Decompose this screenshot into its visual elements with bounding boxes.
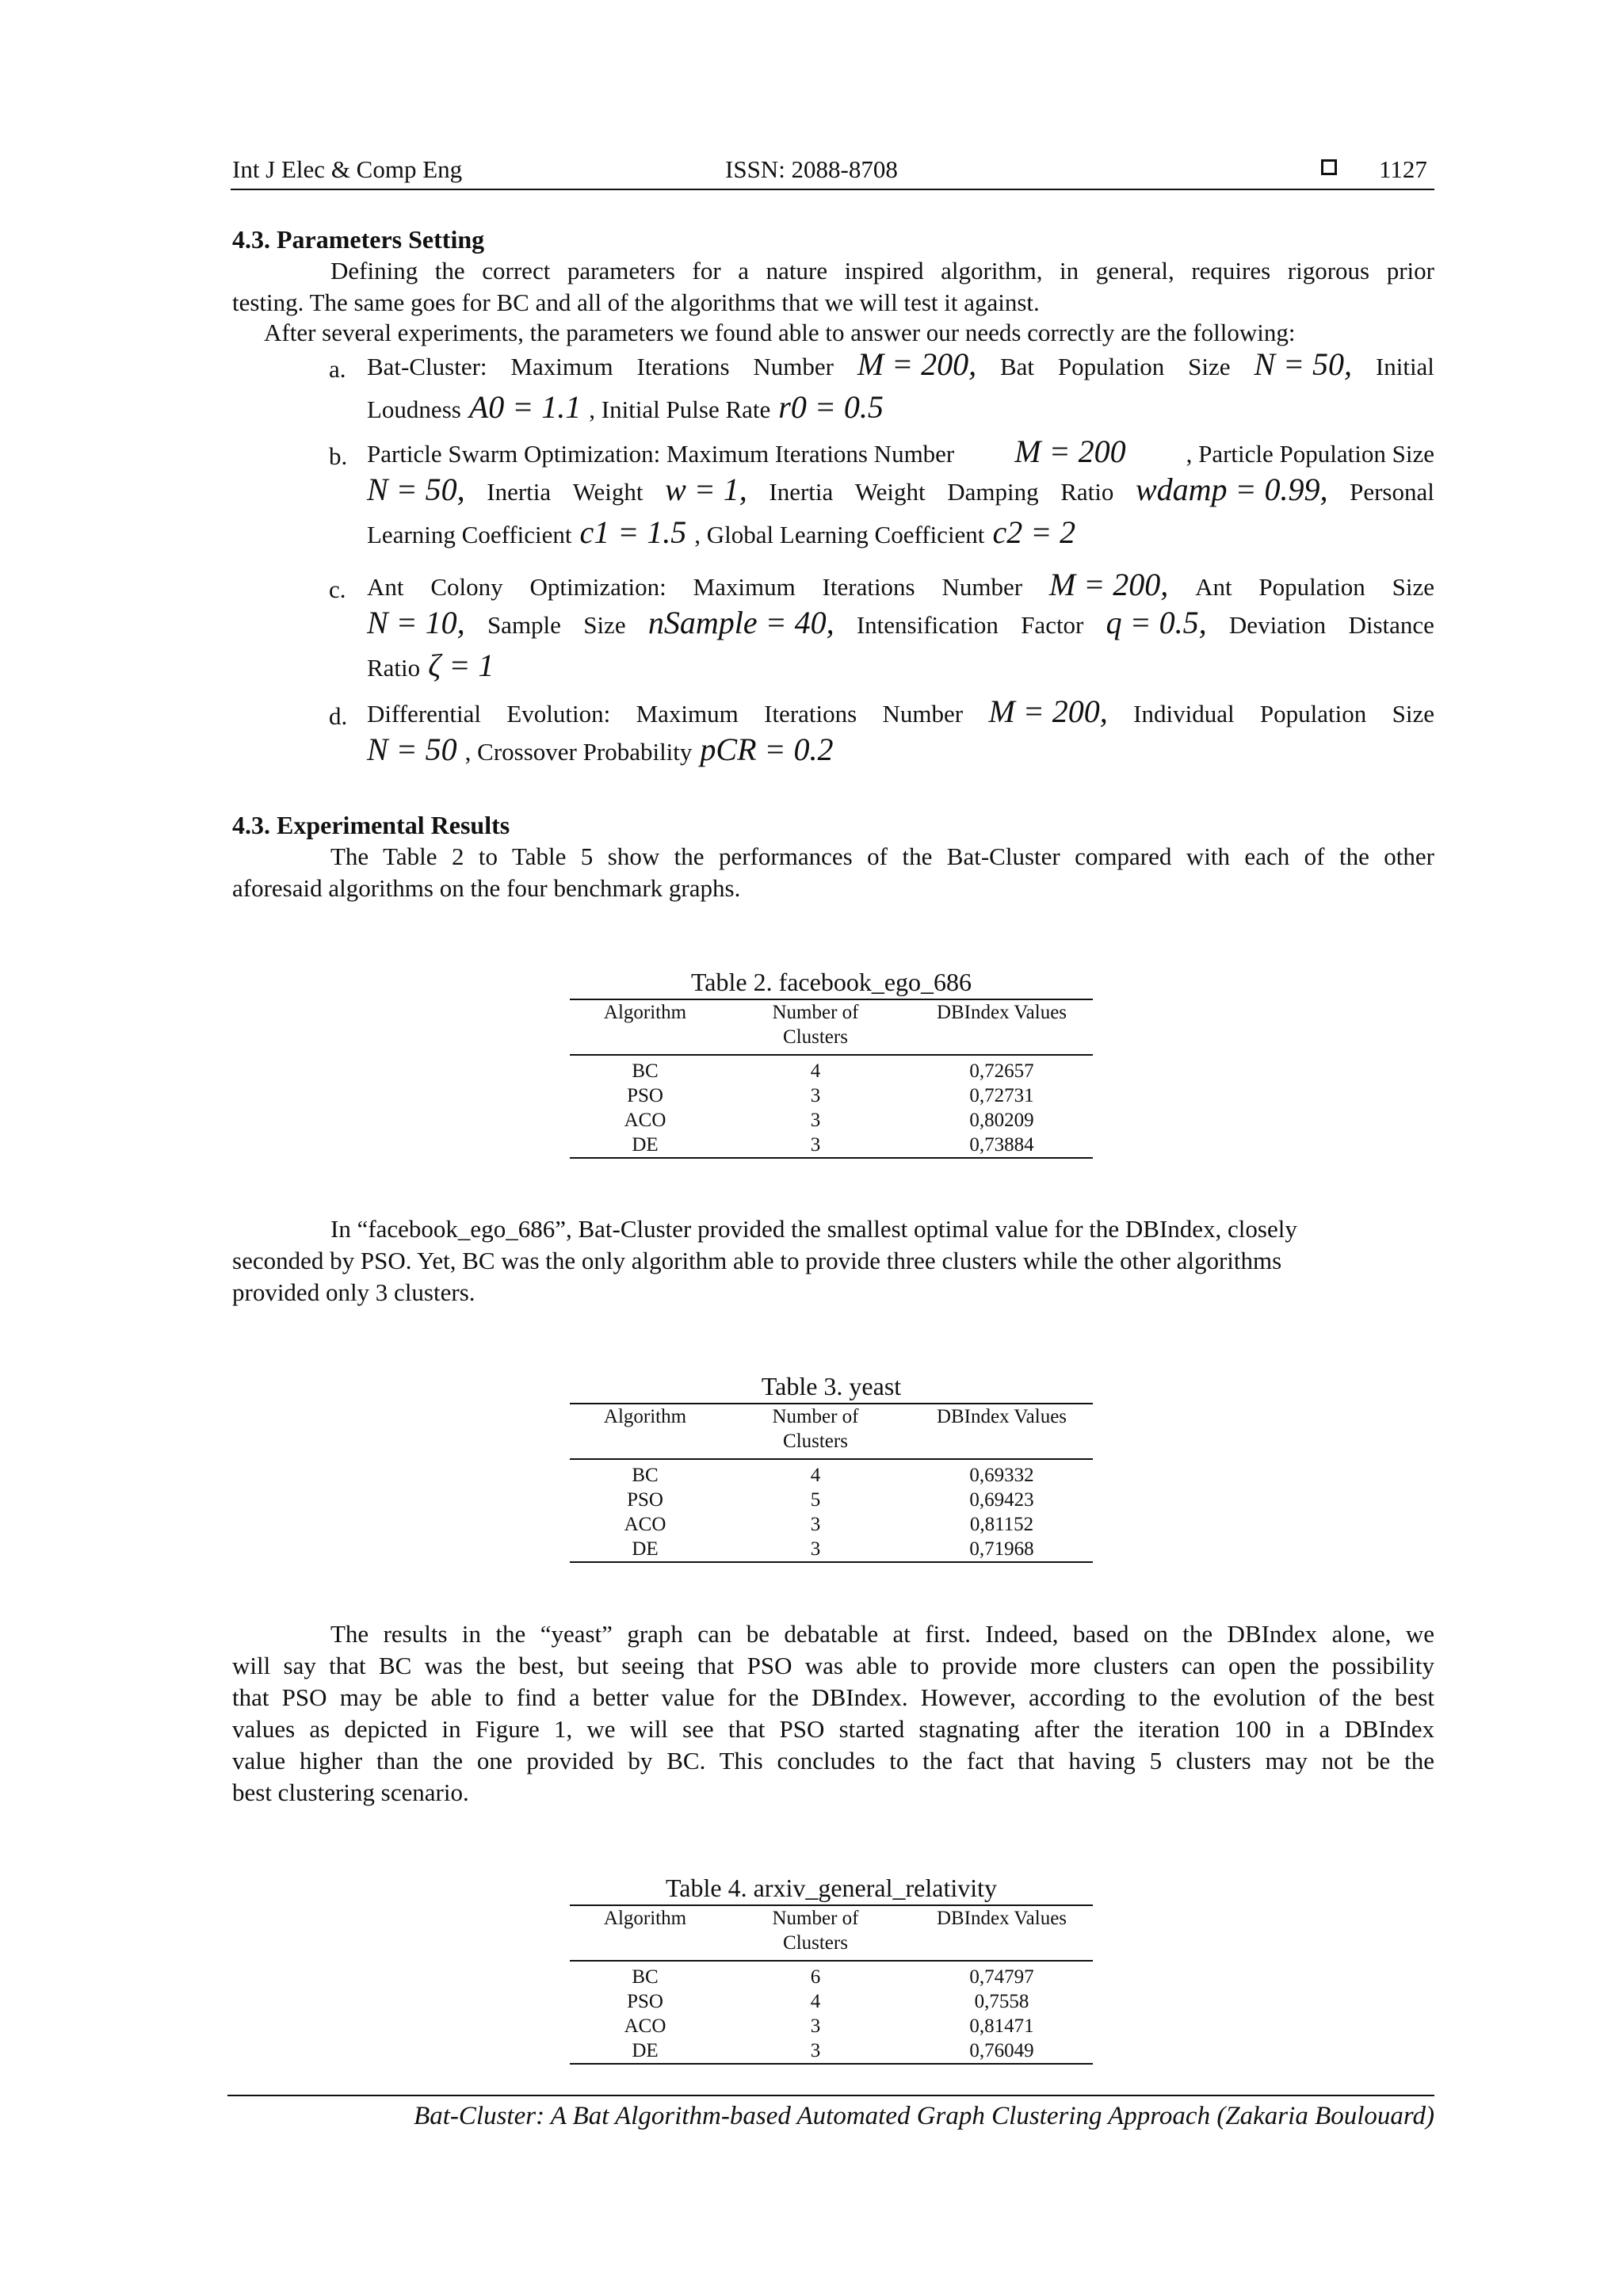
table-caption: Table 4. arxiv_general_relativity — [665, 1874, 998, 1902]
math-expression: q = 0.5, — [1106, 605, 1207, 640]
cell-dbindex: 0,72657 — [969, 1060, 1034, 1082]
cell-algorithm: DE — [632, 1538, 659, 1560]
cell-algorithm: BC — [632, 1465, 659, 1486]
list-line — [367, 693, 1434, 731]
header-line: Clusters — [783, 1431, 848, 1452]
text-line: testing. The same goes for BC and all of the algorithms that we will test it against. — [232, 288, 1040, 316]
table-body — [570, 1056, 1093, 1157]
header-line: Clusters — [783, 1026, 848, 1048]
paragraph-facebook-discussion — [232, 1213, 1434, 1308]
cell-algorithm: BC — [632, 1966, 659, 1988]
word: Damping — [947, 478, 1039, 506]
list-line — [367, 566, 1434, 604]
table-header-row — [570, 1404, 1093, 1458]
table-rule — [570, 1561, 1093, 1563]
text-line: Defining the correct parameters for a nature inspired algorithm, in general, requires rigorous prior — [330, 257, 1434, 285]
math-expression: c1 = 1.5 — [579, 514, 687, 550]
cell-algorithm: ACO — [624, 2015, 666, 2037]
list-marker: b. — [329, 442, 348, 470]
math-expression: N = 50, — [367, 472, 465, 507]
table-row — [570, 2038, 1093, 2063]
word: Inertia — [487, 478, 552, 506]
list-item-bat-cluster — [367, 346, 1434, 431]
table-header-row — [570, 1000, 1093, 1054]
math-expression: N = 10, — [367, 605, 465, 640]
cell-clusters: 3 — [810, 1538, 821, 1560]
column-header-algorithm: Algorithm — [603, 1002, 687, 1023]
table-caption: Table 2. facebook_ego_686 — [690, 968, 972, 996]
math-expression: w = 1, — [665, 472, 747, 507]
list-line — [367, 388, 1434, 431]
header-line: Clusters — [783, 1932, 848, 1954]
cell-dbindex: 0,69332 — [969, 1465, 1034, 1486]
column-header-clusters — [720, 1404, 911, 1458]
header-rule — [231, 189, 1434, 190]
word: Population — [1259, 700, 1367, 728]
math-expression: M = 200, — [857, 346, 977, 382]
word: Size — [583, 611, 626, 639]
table-header-row — [570, 1906, 1093, 1960]
word: Inertia — [769, 478, 834, 506]
table-row — [570, 1989, 1093, 2014]
cell-dbindex: 0,74797 — [969, 1966, 1034, 1988]
word: , Particle Population Size — [1186, 440, 1434, 468]
cell-dbindex: 0,73884 — [969, 1134, 1034, 1156]
word: Number — [941, 573, 1023, 601]
math-expression: N = 50 — [367, 732, 457, 767]
table-body — [570, 1962, 1093, 2063]
table-rule — [570, 1157, 1093, 1159]
word: Deviation — [1228, 611, 1327, 639]
table-facebook-ego-686 — [570, 965, 1093, 1159]
running-footer: Bat-Cluster: A Bat Algorithm-based Automated Graph Clustering Approach (Zakaria Boulouard) — [414, 2102, 1434, 2130]
cell-dbindex: 0,7558 — [974, 1991, 1029, 2012]
text-line: values as depicted in Figure 1, we will see that PSO started stagnating after the iteration 100 in a DBIndex — [232, 1715, 1434, 1743]
list-line — [367, 647, 1434, 690]
cell-algorithm: PSO — [627, 1489, 663, 1511]
word: Intensification — [856, 611, 999, 639]
cell-dbindex: 0,71968 — [969, 1538, 1034, 1560]
table-row — [570, 2014, 1093, 2038]
word: Size — [1188, 353, 1231, 380]
math-expression: M = 200, — [1048, 567, 1169, 602]
list-marker: d. — [329, 702, 348, 730]
paragraph-results-intro — [232, 841, 1434, 904]
word: , Crossover Probability — [464, 738, 693, 766]
column-header-algorithm: Algorithm — [603, 1908, 687, 1929]
word: , Global Learning Coefficient — [694, 521, 985, 548]
table-body — [570, 1460, 1093, 1561]
math-expression: M = 200 — [1014, 434, 1126, 469]
section-heading-results: 4.3. Experimental Results — [232, 811, 510, 839]
cell-clusters: 3 — [810, 1514, 821, 1535]
cell-dbindex: 0,80209 — [969, 1110, 1034, 1131]
text-line: aforesaid algorithms on the four benchmark graphs. — [232, 874, 741, 902]
cell-algorithm: BC — [632, 1060, 659, 1082]
issn: ISSN: 2088-8708 — [725, 155, 898, 183]
text-line: best clustering scenario. — [232, 1778, 469, 1806]
word: Size — [1392, 700, 1434, 728]
word: Weight — [572, 478, 643, 506]
section-heading-parameters: 4.3. Parameters Setting — [232, 225, 485, 254]
word: Bat — [1000, 353, 1035, 380]
cell-clusters: 3 — [810, 1134, 821, 1156]
word: Factor — [1021, 611, 1084, 639]
list-line — [367, 471, 1434, 514]
word: Ant — [1195, 573, 1232, 601]
word: Ratio — [1060, 478, 1114, 506]
word: , Initial Pulse Rate — [589, 395, 771, 423]
cell-clusters: 6 — [810, 1966, 821, 1988]
cell-algorithm: ACO — [624, 1514, 666, 1535]
word: Learning Coefficient — [367, 521, 572, 548]
text-line: The Table 2 to Table 5 show the performances of the Bat-Cluster compared with each of the other — [330, 842, 1434, 870]
header-line: Number of — [772, 1002, 859, 1023]
cell-dbindex: 0,76049 — [969, 2040, 1034, 2061]
column-header-dbindex: DBIndex Values — [936, 1406, 1067, 1427]
word: Iterations — [764, 700, 857, 728]
word: Maximum — [636, 700, 739, 728]
table-arxiv-general-relativity — [570, 1871, 1093, 2065]
table-row — [570, 1512, 1093, 1537]
page-number: 1127 — [1379, 155, 1427, 183]
math-expression: r0 = 0.5 — [778, 389, 884, 425]
text-line: provided only 3 clusters. — [232, 1278, 475, 1306]
table-row — [570, 1965, 1093, 1989]
table-yeast — [570, 1370, 1093, 1563]
table-row — [570, 1059, 1093, 1083]
column-header-clusters — [720, 1906, 911, 1960]
word: Iterations — [636, 353, 730, 380]
table-row — [570, 1537, 1093, 1561]
word: Bat-Cluster: — [367, 353, 487, 380]
math-expression: wdamp = 0.99, — [1135, 472, 1328, 507]
header-line: Number of — [772, 1908, 859, 1929]
word: Number — [753, 353, 834, 380]
text-line: that PSO may be able to find a better value for the DBIndex. However, according to the evolution of the best — [232, 1683, 1434, 1711]
word: Ratio — [367, 654, 421, 682]
cell-clusters: 3 — [810, 2040, 821, 2061]
cell-dbindex: 0,69423 — [969, 1489, 1034, 1511]
word: Differential — [367, 700, 482, 728]
column-header-algorithm: Algorithm — [603, 1406, 687, 1427]
list-line — [367, 514, 1434, 556]
word: Weight — [854, 478, 926, 506]
table-row — [570, 1083, 1093, 1108]
table-row — [570, 1463, 1093, 1488]
math-expression: nSample = 40, — [647, 605, 834, 640]
cell-algorithm: PSO — [627, 1085, 663, 1106]
list-item-aco — [367, 566, 1434, 690]
cell-algorithm: ACO — [624, 1110, 666, 1131]
word: Population — [1057, 353, 1165, 380]
list-line — [367, 731, 1434, 774]
list-marker: c. — [329, 575, 346, 603]
cell-clusters: 4 — [810, 1991, 821, 2012]
square-icon — [1321, 159, 1337, 175]
cell-algorithm: DE — [632, 1134, 659, 1156]
text-line: seconded by PSO. Yet, BC was the only algorithm able to provide three clusters while the other algorithms — [232, 1247, 1282, 1274]
word: Colony — [430, 573, 503, 601]
text-line: In “facebook_ego_686”, Bat-Cluster provided the smallest optimal value for the DBIndex, closely — [330, 1215, 1297, 1243]
text-line: The results in the “yeast” graph can be debatable at first. Indeed, based on the DBIndex alone, we — [330, 1620, 1434, 1648]
list-line — [367, 433, 1434, 471]
word: Loudness — [367, 395, 461, 423]
list-marker: a. — [329, 355, 346, 383]
cell-clusters: 4 — [810, 1465, 821, 1486]
word: Personal — [1350, 478, 1434, 506]
paragraph-parameters-list-intro: After several experiments, the parameters we found able to answer our needs correctly are the following: — [264, 319, 1296, 346]
word: Size — [1392, 573, 1434, 601]
cell-clusters: 4 — [810, 1060, 821, 1082]
cell-clusters: 3 — [810, 2015, 821, 2037]
word: Particle Swarm Optimization: Maximum Iterations Number — [367, 440, 955, 468]
text-line: will say that BC was the best, but seeing that PSO was able to provide more clusters can open the possibility — [232, 1652, 1434, 1679]
word: Optimization: — [529, 573, 666, 601]
math-expression: M = 200, — [988, 693, 1108, 729]
math-expression: c2 = 2 — [992, 514, 1076, 550]
paragraph-yeast-discussion — [232, 1618, 1434, 1809]
list-line — [367, 346, 1434, 388]
cell-clusters: 3 — [810, 1110, 821, 1131]
table-row — [570, 1133, 1093, 1157]
word: Population — [1258, 573, 1365, 601]
table-rule — [570, 2063, 1093, 2065]
table-row — [570, 1488, 1093, 1512]
math-expression: pCR = 0.2 — [700, 732, 834, 767]
cell-dbindex: 0,72731 — [969, 1085, 1034, 1106]
cell-dbindex: 0,81471 — [969, 2015, 1034, 2037]
list-item-de — [367, 693, 1434, 774]
table-caption: Table 3. yeast — [761, 1372, 902, 1400]
column-header-dbindex: DBIndex Values — [936, 1002, 1067, 1023]
math-expression: A0 = 1.1 — [468, 389, 582, 425]
column-header-dbindex: DBIndex Values — [936, 1908, 1067, 1929]
word: Distance — [1348, 611, 1434, 639]
footer-rule — [227, 2095, 1434, 2096]
journal-name: Int J Elec & Comp Eng — [232, 155, 463, 183]
word: Maximum — [510, 353, 613, 380]
word: Sample — [487, 611, 561, 639]
word: Ant — [367, 573, 404, 601]
cell-algorithm: DE — [632, 2040, 659, 2061]
cell-clusters: 5 — [810, 1489, 821, 1511]
word: Individual — [1133, 700, 1235, 728]
math-expression: N = 50, — [1254, 346, 1353, 382]
word: Maximum — [693, 573, 796, 601]
word: Iterations — [822, 573, 915, 601]
list-line — [367, 604, 1434, 647]
word: Initial — [1375, 353, 1434, 380]
word: Number — [882, 700, 964, 728]
word: Evolution: — [506, 700, 611, 728]
paragraph-parameters-intro — [232, 255, 1434, 319]
cell-dbindex: 0,81152 — [969, 1514, 1034, 1535]
list-item-pso — [367, 433, 1434, 556]
text-line: value higher than the one provided by BC. This concludes to the fact that having 5 clusters may not be the — [232, 1747, 1434, 1775]
cell-clusters: 3 — [810, 1085, 821, 1106]
table-row — [570, 1108, 1093, 1133]
cell-algorithm: PSO — [627, 1991, 663, 2012]
column-header-clusters — [720, 1000, 911, 1054]
header-line: Number of — [772, 1406, 859, 1427]
math-expression: ζ = 1 — [428, 648, 495, 683]
